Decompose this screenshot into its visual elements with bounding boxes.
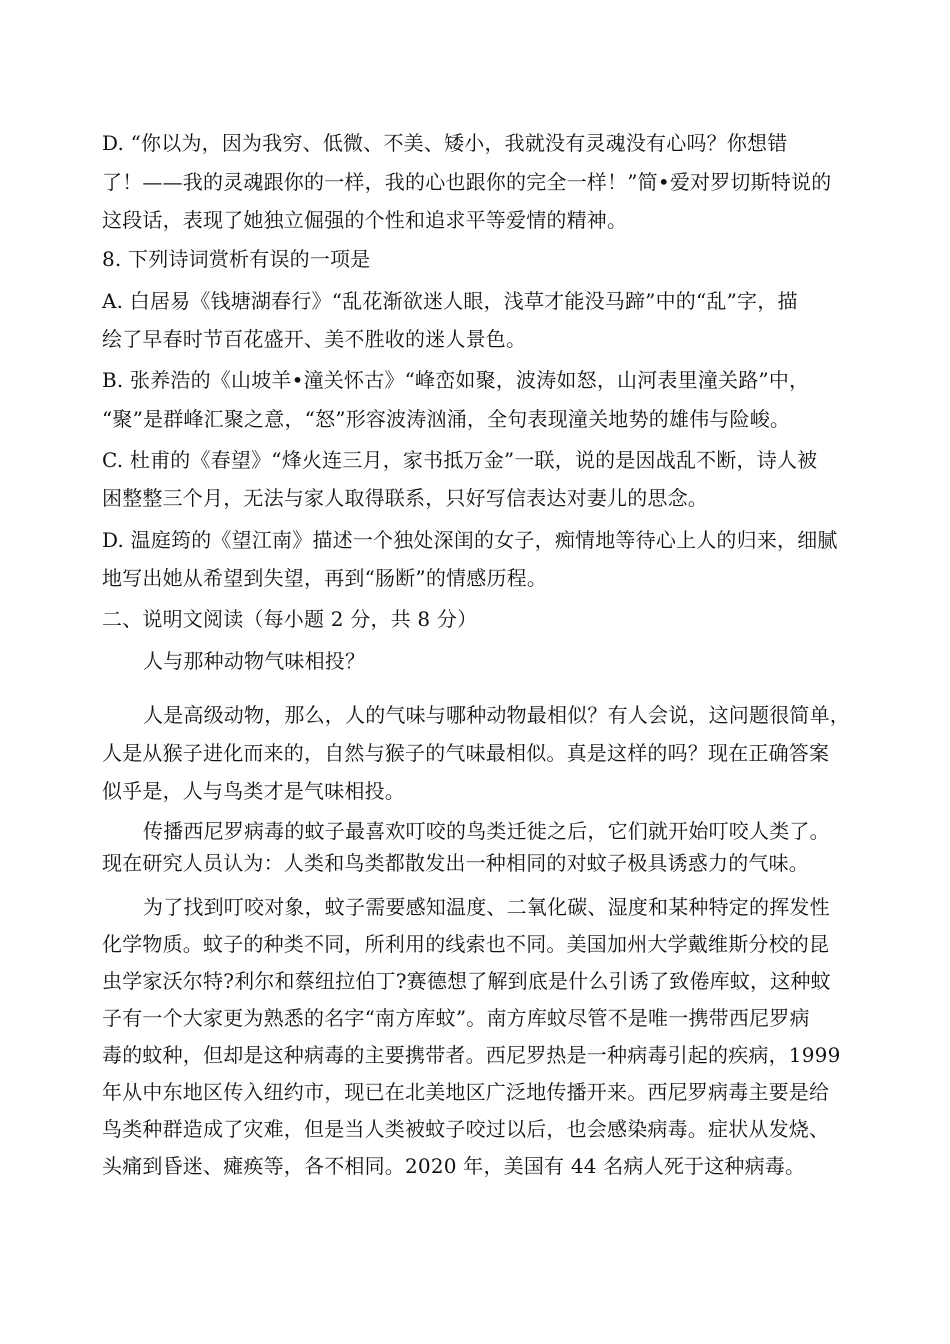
q8-option-b-line-2: “聚”是群峰汇聚之意，“怒”形容波涛汹涌，全句表现潼关地势的雄伟与险峻。 [102,407,791,431]
paragraph-3-line-7: 鸟类种群造成了灾难，但是当人类被蚊子咬过以后，也会感染病毒。症状从发烧、 [102,1117,830,1141]
paragraph-3-line-2: 化学物质。蚊子的种类不同，所利用的线索也不同。美国加州大学戴维斯分校的昆 [102,932,830,956]
q7-option-d-line-3: 这段话，表现了她独立倔强的个性和追求平等爱情的精神。 [102,208,628,232]
paragraph-1-line-2: 人是从猴子进化而来的，自然与猴子的气味最相似。真是这样的吗？现在正确答案 [102,741,830,765]
paragraph-2-line-2: 现在研究人员认为：人类和鸟类都散发出一种相同的对蚊子极具诱惑力的气味。 [102,851,809,875]
q8-option-c-line-2: 困整整三个月，无法与家人取得联系，只好写信表达对妻儿的思念。 [102,486,708,510]
article-title: 人与那种动物气味相投？ [143,649,366,673]
paragraph-3-line-5: 毒的蚊种，但却是这种病毒的主要携带者。西尼罗热是一种病毒引起的疾病，1999 [102,1043,841,1067]
paragraph-1-line-1: 人是高级动物，那么，人的气味与哪种动物最相似？有人会说，这问题很简单， [143,703,850,727]
q8-option-b-line-1: B. 张养浩的《山坡羊•潼关怀古》“峰峦如聚，波涛如怒，山河表里潼关路”中， [102,368,810,392]
paragraph-3-line-6: 年从中东地区传入纽约市，现已在北美地区广泛地传播开来。西尼罗病毒主要是给 [102,1080,830,1104]
q7-option-d-line-1: D. “你以为，因为我穷、低微、不美、矮小，我就没有灵魂没有心吗？你想错 [102,131,788,155]
q8-stem: 8. 下列诗词赏析有误的一项是 [102,247,371,271]
paragraph-2-line-1: 传播西尼罗病毒的蚊子最喜欢叮咬的鸟类迁徙之后，它们就开始叮咬人类了。 [143,819,830,843]
paragraph-3-line-8: 头痛到昏迷、瘫痪等，各不相同。2020 年，美国有 44 名病人死于这种病毒。 [102,1154,806,1178]
paragraph-3-line-4: 子有一个大家更为熟悉的名字“南方库蚊”。南方库蚊尽管不是唯一携带西尼罗病 [102,1006,810,1030]
q8-option-d-line-2: 地写出她从希望到失望，再到“肠断”的情感历程。 [102,566,548,590]
q8-option-c-line-1: C. 杜甫的《春望》“烽火连三月，家书抵万金”一联，说的是因战乱不断，诗人被 [102,448,818,472]
q8-option-d-line-1: D. 温庭筠的《望江南》描述一个独处深闺的女子，痴情地等待心上人的归来，细腻 [102,528,838,552]
q7-option-d-line-2: 了！——我的灵魂跟你的一样，我的心也跟你的完全一样！”简•爱对罗切斯特说的 [102,170,832,194]
q8-option-a-line-1: A. 白居易《钱塘湖春行》“乱花渐欲迷人眼，浅草才能没马蹄”中的“乱”字，描 [102,289,798,313]
paragraph-3-line-1: 为了找到叮咬对象，蚊子需要感知温度、二氧化碳、湿度和某种特定的挥发性 [143,895,830,919]
section-heading: 二、说明文阅读（每小题 2 分，共 8 分） [102,607,478,631]
paragraph-1-line-3: 似乎是，人与鸟类才是气味相投。 [102,779,405,803]
q8-option-a-line-2: 绘了早春时节百花盛开、美不胜收的迷人景色。 [102,327,527,351]
paragraph-3-line-3: 虫学家沃尔特?利尔和蔡纽拉伯丁?赛德想了解到底是什么引诱了致倦库蚊，这种蚊 [102,969,831,993]
